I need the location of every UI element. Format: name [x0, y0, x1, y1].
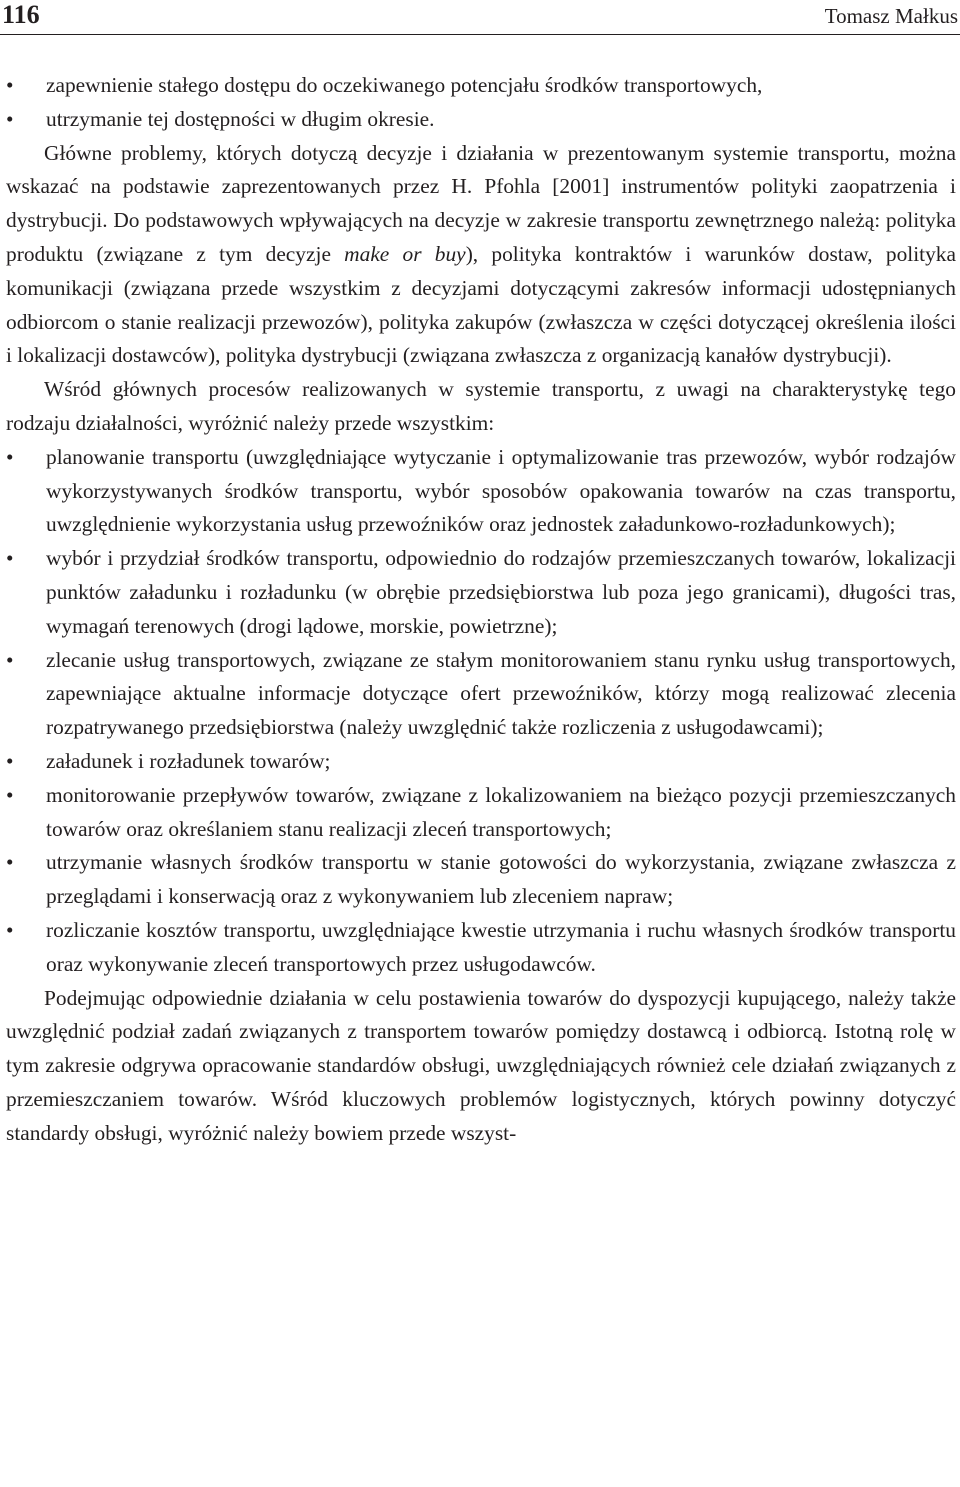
page-body	[6, 69, 956, 1151]
bullet-icon: •	[6, 748, 14, 773]
paragraph-division-of-tasks: Podejmując odpowiednie działania w celu postawienia towarów do dyspozycji kupującego, należy także uwzględnić podział zadań związanych z transportem towarów pomiędzy dostawcą i odbiorcą. Istotną rolę w tym zakresie odgrywa opracowanie standardów obsługi, uwzględniających również cele działań związanych z przemieszczaniem towarów. Wśród kluczowych problemów logistycznych, których powinny dotyczyć standardy obsługi, wyróżnić należy bowiem przede wszyst-	[6, 985, 956, 1145]
bullet-list-processes	[6, 441, 956, 982]
bullet-icon: •	[6, 647, 14, 672]
list-item-text: planowanie transportu (uwzględniające wytyczanie i optymalizowanie tras przewozów, wybór rodzajów wykorzystywanych środków transportu, wybór sposobów opakowania towarów na czas transportu, uwzględnienie wykorzystania usług przewoźników oraz jednostek załadunkowo-rozładunkowych);	[46, 444, 956, 537]
list-item-text: wybór i przydział środków transportu, odpowiednio do rodzajów przemieszczanych towarów, lokalizacji punktów załadunku i rozładunku (w obrębie przedsiębiorstwa lub poza jego granicami), długości tras, wymagań terenowych (drogi lądowe, morskie, powietrzne);	[46, 546, 956, 638]
list-item-text: utrzymanie tej dostępności w długim okresie.	[46, 106, 435, 131]
page-number: 116	[2, 0, 40, 29]
bullet-icon: •	[6, 917, 14, 942]
bullet-list-top	[6, 69, 956, 137]
list-item	[6, 441, 956, 542]
list-item	[6, 914, 956, 982]
bullet-icon: •	[6, 444, 14, 469]
paragraph-text: ), polityka kontraktów i warunków dostaw, polityka komunikacji (związana przede wszystkim z decyzjami dotyczącymi zakresów informacji udostępnianych odbiorcom o stanie realizacji przewozów), polityka zakupów (zwłaszcza w części dotyczącej określenia ilości i lokalizacji dostawców), polityka dystrybucji (związana zwłaszcza z organizacją kanałów dystrybucji).	[6, 241, 956, 368]
list-item-text: załadunek i rozładunek towarów;	[46, 748, 331, 773]
list-item-text: rozliczanie kosztów transportu, uwzględniające kwestie utrzymania i ruchu własnych środków transportu oraz wykonywanie zleceń transportowych przez usługodawców.	[46, 917, 956, 976]
list-item-text: zlecanie usług transportowych, związane ze stałym monitorowaniem stanu rynku usług transportowych, zapewniające aktualne informacje dotyczące ofert przewoźników, którzy mogą realizować zlecenia rozpatrywanego przedsiębiorstwa (należy uwzględnić także rozliczenia z usługodawcami);	[46, 647, 956, 740]
list-item	[6, 846, 956, 914]
page-header	[0, 0, 960, 35]
bullet-icon: •	[6, 546, 14, 571]
list-item	[6, 644, 956, 745]
bullet-icon: •	[6, 106, 14, 131]
list-item-text: utrzymanie własnych środków transportu w stanie gotowości do wykorzystania, związane zwłaszcza z przeglądami i konserwacją oraz z wykonywaniem lub zleceniem napraw;	[46, 850, 956, 909]
list-item	[6, 745, 956, 779]
paragraph-instruments	[6, 137, 956, 374]
list-item	[6, 103, 956, 137]
running-head-author: Tomasz Małkus	[824, 4, 958, 28]
bullet-icon: •	[6, 782, 14, 807]
list-item	[6, 779, 956, 847]
bullet-icon: •	[6, 73, 14, 97]
list-item-text: monitorowanie przepływów towarów, związane z lokalizowaniem na bieżąco pozycji przemieszczanych towarów oraz określaniem stanu realizacji zleceń transportowych;	[46, 782, 956, 841]
paragraph-processes: Wśród głównych procesów realizowanych w systemie transportu, z uwagi na charakterystykę tego rodzaju działalności, wyróżnić należy przede wszystkim:	[6, 377, 956, 435]
bullet-icon: •	[6, 850, 14, 875]
italic-term: make or buy	[344, 241, 466, 266]
paragraph-text: Główne problemy, których dotyczą decyzje i działania w prezentowanym systemie transportu, można wskazać na podstawie zaprezentowanych przez H. Pfohla [2001] instrumentów polityki zaopatrzenia i dystrybucji. Do podstawowych wpływających na decyzje w zakresie transportu zewnętrznego należą: polityka produktu (związane z tym decyzje	[6, 140, 956, 266]
list-item-text: zapewnienie stałego dostępu do oczekiwanego potencjału środków transportowych,	[46, 73, 763, 97]
list-item	[6, 542, 956, 643]
list-item	[6, 69, 956, 103]
